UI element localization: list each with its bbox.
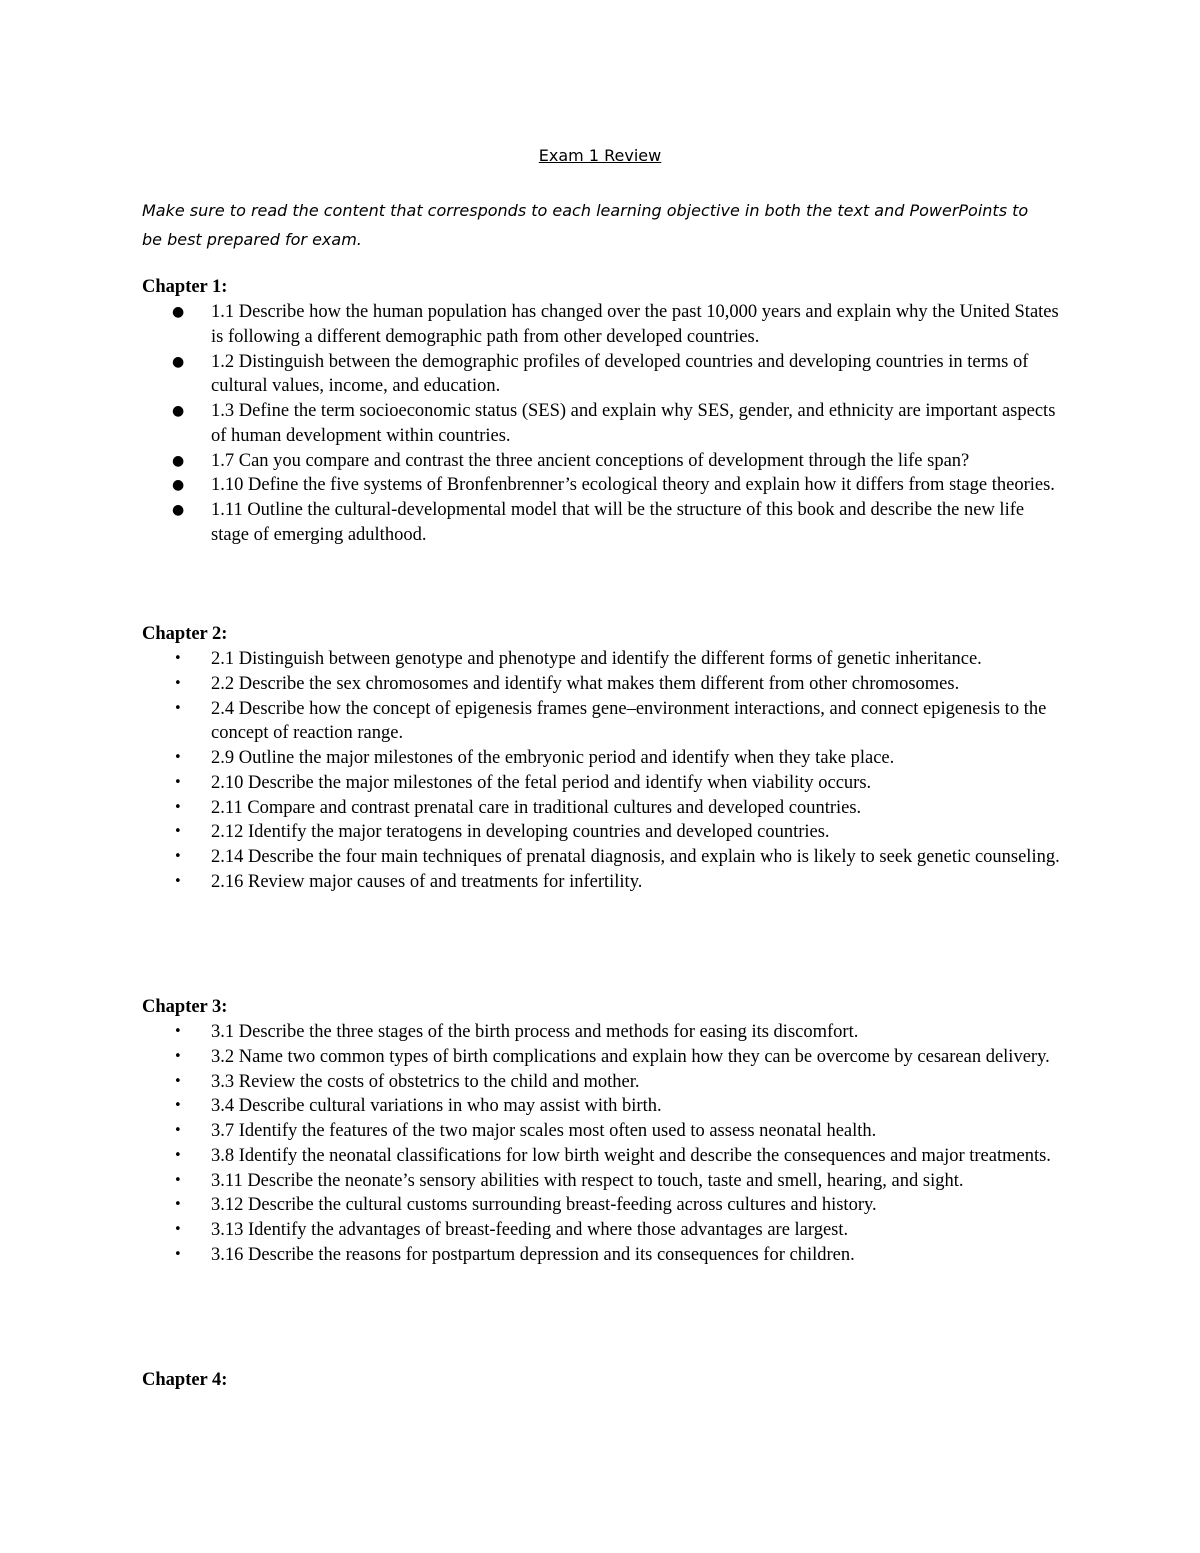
bullet-icon: ● — [172, 353, 185, 370]
bullet-icon: • — [174, 1147, 182, 1163]
bullet-icon: ● — [172, 477, 185, 494]
objective-text: 3.4 Describe cultural variations in who may assist with birth. — [211, 1096, 662, 1117]
objective-item — [142, 870, 1062, 895]
bullet-icon: • — [174, 750, 182, 765]
objective-text: 2.11 Compare and contrast prenatal care in traditional cultures and developed countries. — [211, 797, 862, 818]
objective-text: 1.1 Describe how the human population has changed over the past 10,000 years and explain why the United States is following a different demographic path from other developed countries. — [211, 302, 1059, 347]
chapter-heading: Chapter 3: — [142, 997, 228, 1017]
objective-item — [142, 647, 1062, 672]
bullet-icon: • — [174, 873, 182, 889]
chapter-3-section — [142, 994, 1062, 1268]
objective-text: 2.1 Distinguish between genotype and phenotype and identify the different forms of genetic inheritance. — [211, 649, 982, 669]
objective-item — [142, 1094, 1062, 1119]
chapter-2-section — [142, 621, 1062, 895]
objective-text: 3.11 Describe the neonate’s sensory abilities with respect to touch, taste and smell, hearing, and sight. — [211, 1170, 964, 1191]
objective-text: 1.2 Distinguish between the demographic profiles of developed countries and developing countries in terms of cultural values, income, and education. — [211, 351, 1029, 397]
objective-text: 1.11 Outline the cultural-developmental model that will be the structure of this book and describe the new life stage of emerging adulthood. — [211, 500, 1025, 545]
objective-item — [142, 350, 1062, 400]
objective-text: 3.8 Identify the neonatal classifications for low birth weight and describe the consequences and major treatments. — [211, 1145, 1051, 1166]
objective-text: 2.4 Describe how the concept of epigenesis frames gene–environment interactions, and connect epigenesis to the concept of reaction range. — [211, 698, 1047, 744]
bullet-icon: • — [174, 799, 182, 815]
objective-text: 3.16 Describe the reasons for postpartum depression and its consequences for children. — [211, 1244, 855, 1265]
objective-item — [142, 672, 1062, 697]
bullet-icon: • — [174, 1048, 182, 1064]
bullet-icon: • — [174, 1123, 182, 1138]
bullet-icon: • — [174, 651, 182, 666]
bullet-icon: • — [174, 1024, 182, 1039]
bullet-icon: • — [174, 1222, 182, 1237]
objective-text: 3.2 Name two common types of birth complications and explain how they can be overcome by cesarean delivery. — [211, 1046, 1050, 1067]
objective-item — [142, 1020, 1062, 1045]
bullet-icon: ● — [172, 403, 185, 419]
objective-item — [142, 1243, 1062, 1268]
objective-text: 2.12 Identify the major teratogens in developing countries and developed countries. — [211, 822, 830, 843]
objective-text: 1.3 Define the term socioeconomic status (SES) and explain why SES, gender, and ethnicity are important aspects of human development within countries. — [211, 401, 1056, 446]
bullet-icon: • — [174, 675, 182, 691]
bullet-icon: • — [174, 1098, 182, 1114]
chapter-heading: Chapter 1: — [142, 277, 228, 297]
objective-list — [142, 647, 1062, 895]
objective-item — [142, 771, 1062, 796]
objective-text: 2.10 Describe the major milestones of the fetal period and identify when viability occurs. — [211, 772, 872, 793]
objective-item — [142, 820, 1062, 845]
objective-item — [142, 300, 1062, 350]
intro-paragraph: Make sure to read the content that corresponds to each learning objective in both the text and PowerPoints to be best prepared for exam. — [142, 201, 1029, 249]
objective-text: 3.13 Identify the advantages of breast-feeding and where those advantages are largest. — [211, 1220, 849, 1240]
chapter-4-section — [142, 1367, 1062, 1393]
objective-text: 3.7 Identify the features of the two major scales most often used to assess neonatal health. — [211, 1121, 877, 1141]
bullet-icon: • — [174, 774, 182, 790]
objective-item — [142, 697, 1062, 747]
objective-text: 2.2 Describe the sex chromosomes and identify what makes them different from other chromosomes. — [211, 673, 960, 694]
page-title: Exam 1 Review — [538, 146, 662, 165]
bullet-icon: • — [174, 1073, 182, 1089]
objective-item — [142, 845, 1062, 870]
bullet-icon: • — [174, 700, 182, 716]
objective-text: 3.1 Describe the three stages of the birth process and methods for easing its discomfort. — [211, 1022, 859, 1042]
bullet-icon: • — [174, 1246, 182, 1262]
objective-item — [142, 1045, 1062, 1070]
objective-text: 2.9 Outline the major milestones of the embryonic period and identify when they take place. — [211, 748, 895, 768]
objective-text: 2.14 Describe the four main techniques of prenatal diagnosis, and explain who is likely to seek genetic counseling. — [211, 847, 1060, 867]
bullet-icon: • — [174, 824, 182, 840]
objective-text: 3.12 Describe the cultural customs surrounding breast-feeding across cultures and history. — [211, 1195, 877, 1216]
objective-text: 2.16 Review major causes of and treatments for infertility. — [211, 871, 643, 892]
chapter-1-section — [142, 274, 1062, 548]
objective-item — [142, 449, 1062, 474]
bullet-icon: • — [174, 849, 182, 864]
bullet-icon: • — [174, 1172, 182, 1188]
objective-text: 1.10 Define the five systems of Bronfenbrenner’s ecological theory and explain how it differs from stage theories. — [211, 475, 1055, 496]
objective-item — [142, 1218, 1062, 1243]
bullet-icon: ● — [172, 304, 185, 320]
objective-list — [142, 300, 1062, 548]
objective-text: 1.7 Can you compare and contrast the three ancient conceptions of development through the life span? — [211, 450, 970, 471]
objective-item — [142, 796, 1062, 821]
objective-item — [142, 1193, 1062, 1218]
objective-item — [142, 473, 1062, 498]
objective-item — [142, 1119, 1062, 1144]
bullet-icon: ● — [172, 502, 185, 518]
bullet-icon: ● — [172, 452, 185, 469]
objective-item — [142, 498, 1062, 548]
objective-item — [142, 1070, 1062, 1095]
objective-item — [142, 746, 1062, 771]
chapter-heading: Chapter 4: — [142, 1370, 228, 1390]
objective-list — [142, 1020, 1062, 1268]
objective-item — [142, 1169, 1062, 1194]
objective-item — [142, 1144, 1062, 1169]
objective-text: 3.3 Review the costs of obstetrics to the child and mother. — [211, 1071, 640, 1092]
objective-item — [142, 399, 1062, 449]
bullet-icon: • — [174, 1197, 182, 1213]
chapter-heading: Chapter 2: — [142, 624, 228, 644]
